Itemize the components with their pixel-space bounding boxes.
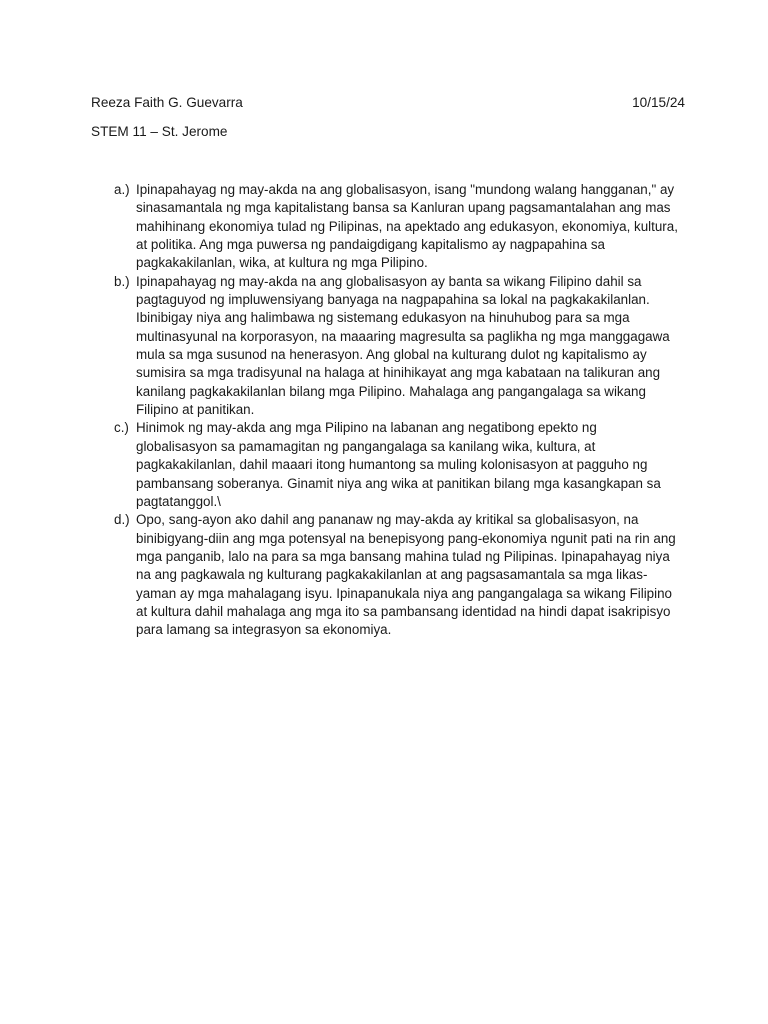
class-section: STEM 11 – St. Jerome (91, 124, 228, 139)
list-marker: d.) (114, 512, 130, 528)
answer-item-b (114, 273, 678, 420)
list-marker: b.) (114, 273, 130, 289)
author-name: Reeza Faith G. Guevarra (91, 95, 243, 110)
document-header (91, 94, 685, 112)
answer-item-a (114, 181, 678, 273)
answer-text: Ipinapahayag ng may-akda na ang globalisasyon ay banta sa wikang Filipino dahil sa pagtaguyod ng impluwensiyang banyaga na nagpapahina sa lokal na pagkakakilanlan. Ibinibigay niya ang halimbawa ng sistemang edukasyon na hinuhubog para sa mga multinasyunal na korporasyon, na maaaring magresulta sa paglikha ng mga manggagawa mula sa mga susunod na henerasyon. Ang global na kulturang dulot ng kapitalismo ay sumisira sa mga tradisyunal na halaga at hinihikayat ang mga kabataan na talikuran ang kanilang pagkakakilanlan bilang mga Pilipino. Mahalaga ang pangangalaga sa wikang Filipino at panitikan. (136, 273, 670, 418)
answer-text: Opo, sang-ayon ako dahil ang pananaw ng may-akda ay kritikal sa globalisasyon, na binibigyang-diin ang mga potensyal na benepisyong pang-ekonomiya ngunit pati na rin ang mga panganib, lalo na para sa mga bansang mahina tulad ng Pilipinas. Ipinapahayag niya na ang pagkawala ng kulturang pagkakakilanlan at ang pagsasamantala sa mga likas-yaman ay mga mahalagang isyu. Ipinapanukala niya ang pangangalaga sa wikang Filipino at kultura dahil mahalaga ang mga ito sa pambansang identidad na hindi dapat isakripisyo para lamang sa integrasyon sa ekonomiya. (136, 512, 676, 638)
answer-item-d (114, 511, 678, 639)
answer-text: Hinimok ng may-akda ang mga Pilipino na labanan ang negatibong epekto ng globalisasyon sa pamamagitan ng pangangalaga sa kanilang wika, kultura, at pagkakakilanlan, dahil maaari itong humantong sa muling kolonisasyon at pagguho ng pambansang soberanya. Ginamit niya ang wika at panitikan bilang mga kasangkapan sa pagtatanggol.\ (136, 420, 661, 509)
list-marker: a.) (114, 182, 130, 197)
document-date: 10/15/24 (632, 95, 685, 110)
list-marker: c.) (114, 420, 129, 436)
answer-item-c (114, 419, 678, 511)
answer-list (114, 181, 678, 640)
answer-text: Ipinapahayag ng may-akda na ang globalisasyon, isang "mundong walang hangganan," ay sinasamantala ng mga kapitalistang bansa sa Kanluran upang pagsamantalahan ang mas mahihinang ekonomiya tulad ng Pilipinas, na apektado ang edukasyon, ekonomiya, kultura, at politika. Ang mga puwersa ng pandaigdigang kapitalismo ay nagpapahina sa pagkakakilanlan, wika, at kultura ng mga Pilipino. (136, 182, 678, 271)
